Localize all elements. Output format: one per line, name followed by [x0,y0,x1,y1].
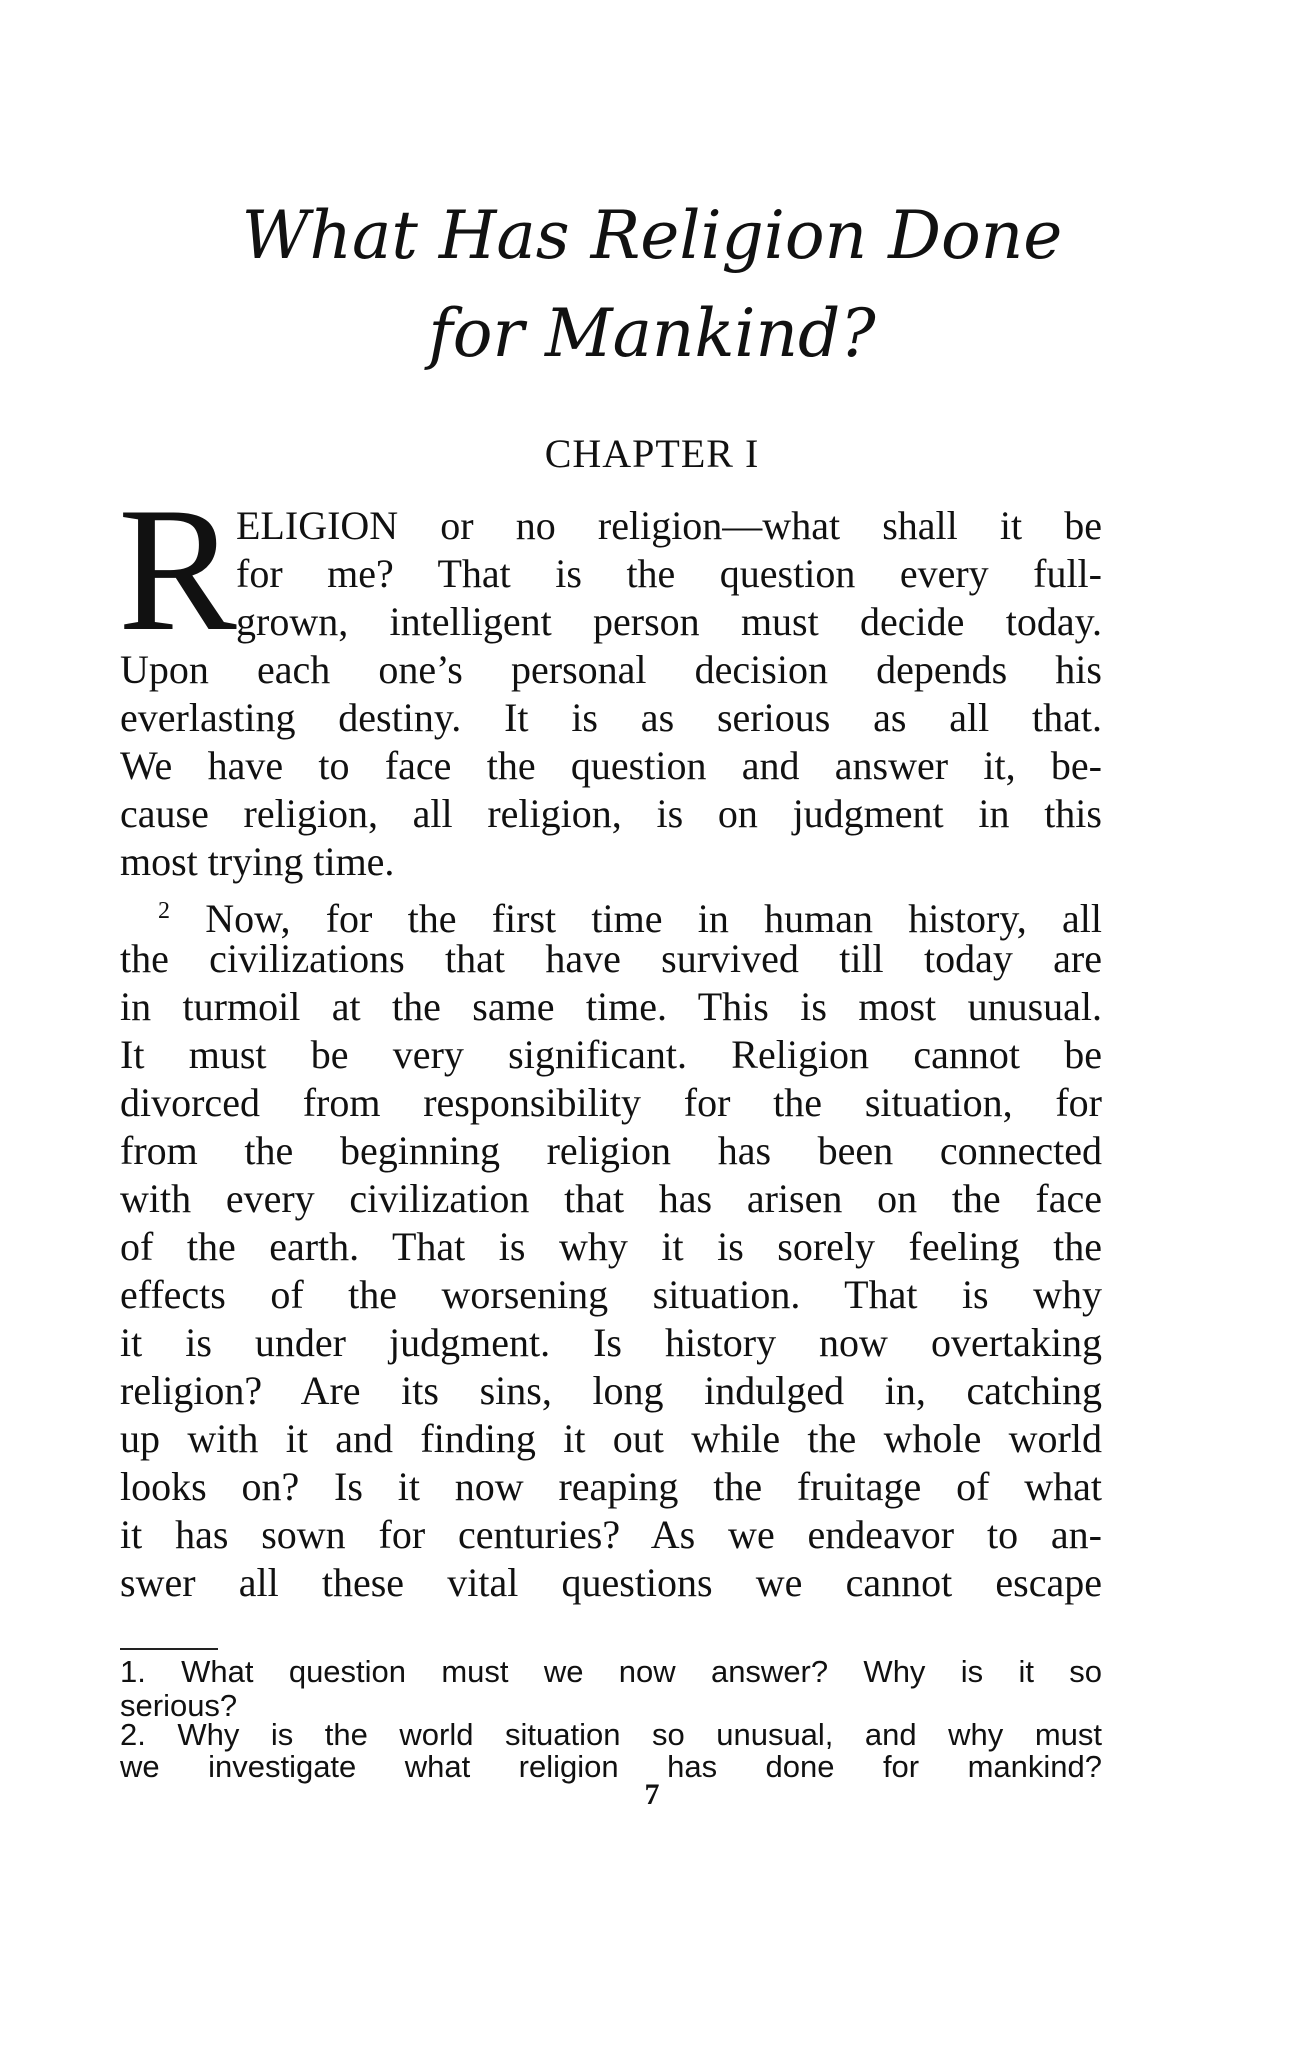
paragraph-1-line: We have to face the question and answer it, be- [120,743,1102,788]
footnote-line: we investigate what religion has done for mankind? [120,1749,1102,1784]
paragraph-1-line: most trying time. [120,839,395,884]
paragraph-1-line: cause religion, all religion, is on judgment in this [120,791,1102,836]
chapter-title-line-1: What Has Religion Done [241,197,1063,274]
chapter-title-line-2: for Mankind? [428,295,876,372]
paragraph-number: 2 [158,898,170,924]
paragraph-2-line: up with it and finding it out while the whole world [120,1416,1102,1461]
footnote-line: 1. What question must we now answer? Why is it so [120,1654,1102,1689]
paragraph-2-line: effects of the worsening situation. That is why [120,1272,1102,1317]
footnote-divider [120,1648,218,1650]
drop-cap: R [118,470,237,668]
paragraph-2-line: religion? Are its sins, long indulged in, catching [120,1368,1102,1413]
paragraph-2-line: in turmoil at the same time. This is most unusual. [120,984,1102,1029]
paragraph-1-line: grown, intelligent person must decide today. [236,599,1102,644]
paragraph-1-line: everlasting destiny. It is as serious as all that. [120,695,1102,740]
paragraph-2-line: It must be very significant. Religion cannot be [120,1032,1102,1077]
paragraph-2-line: of the earth. That is why it is sorely feeling the [120,1224,1102,1269]
paragraph-2-line: divorced from responsibility for the situation, for [120,1080,1102,1125]
paragraph-2-line: the civilizations that have survived till today are [120,936,1102,981]
paragraph-2-line: with every civilization that has arisen on the face [120,1176,1102,1221]
footnote-line: serious? [120,1688,238,1723]
paragraph-1-line: for me? That is the question every full- [236,551,1102,596]
footnote-line: 2. Why is the world situation so unusual, and why must [120,1717,1102,1752]
paragraph-2-line: from the beginning religion has been connected [120,1128,1102,1173]
paragraph-2-line: it has sown for centuries? As we endeavor to an- [120,1512,1102,1557]
page-number: 7 [644,1778,660,1811]
paragraph-2-line: it is under judgment. Is history now overtaking [120,1320,1102,1365]
paragraph-2-line: looks on? Is it now reaping the fruitage of what [120,1464,1102,1509]
paragraph-2-line: swer all these vital questions we cannot escape [120,1560,1102,1605]
chapter-heading: CHAPTER I [544,431,760,476]
paragraph-1-line: Upon each one’s personal decision depends his [120,647,1102,692]
paragraph-2-line: Now, for the first time in human history, all [205,896,1103,941]
paragraph-1-line: ELIGION or no religion—what shall it be [236,503,1102,548]
